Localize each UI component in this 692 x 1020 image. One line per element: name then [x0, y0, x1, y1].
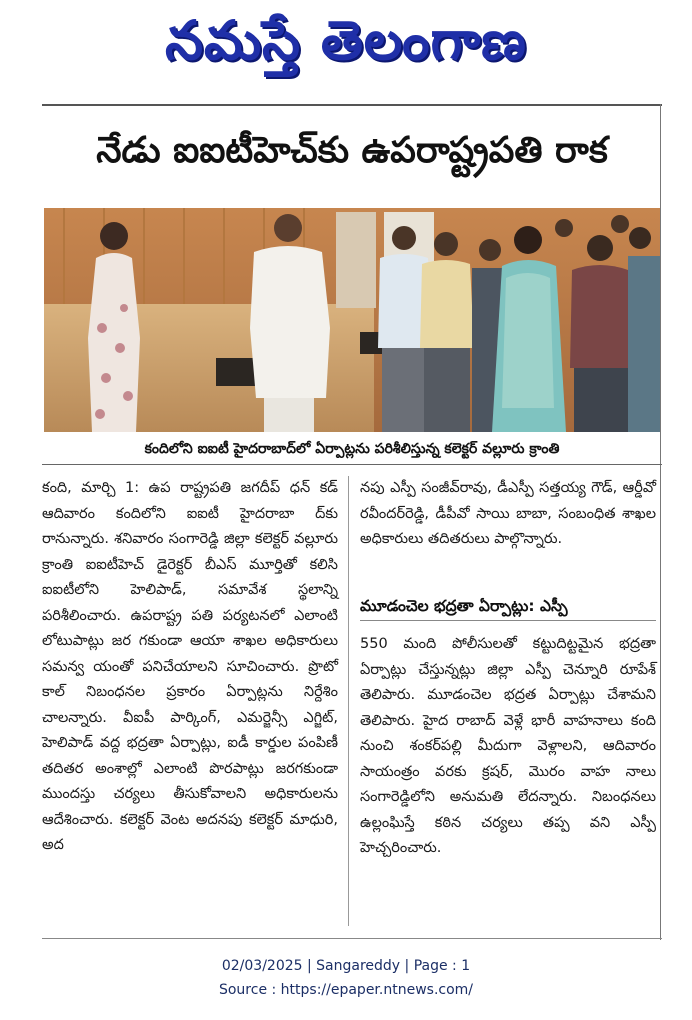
- top-rule: [42, 104, 662, 106]
- masthead: [0, 0, 692, 100]
- article-clipping: [42, 104, 662, 940]
- article-body-left-column: కంది, మార్చి 1: ఉప రాష్ట్రపతి జగదీప్ ధన్ కడ్ ఆదివారం కందిలోని ఐఐటీ హైదరాబా ద్‌కు రానున్నారు. శనివారం సంగారెడ్డి జిల్లా కలెక్టర్ వల్లూరు క్రాంతి ఐఐటీహెచ్ డైరెక్టర్ బీఎస్ మూర్తితో కలిసి ఐఐటీలోని హెలిపాడ్, సమావేశ స్థలాన్ని పరిశీలించారు. ఉపరాష్ట్ర పతి పర్యటనలో ఎలాంటి లోటుపాట్లు జర గకుండా ఆయా శాఖల అధికారులు సమన్వ యంతో పనిచేయాలని సూచించారు. ప్రొటో కాల్ నిబంధనల ప్రకారం ఏర్పాట్లను నిర్దేశిం చాలన్నారు. వీఐపీ పార్కింగ్, ఎమర్జెన్సీ ఎగ్జిట్, హెలిపాడ్ వద్ద భద్రతా ఏర్పాట్లు, ఐడీ కార్డుల పంపిణీ తదితర అంశాల్లో ఎలాంటి పొరపాట్లు జరగకుండా ముందస్తు చర్యలు తీసుకోవాలని అధికారులను ఆదేశించారు. కలెక్టర్ వెంట అదనపు కలెక్టర్ మాధురి, అద: [42, 480, 338, 853]
- footer-edition-info: 02/03/2025 | Sangareddy | Page : 1: [221, 958, 471, 974]
- photo-illustration: [44, 208, 660, 432]
- newspaper-logo: నమస్తే తెలంగాణ: [165, 9, 527, 72]
- photo-caption: కందిలోని ఐఐటీ హైదరాబాద్‌లో ఏర్పాట్లను పరిశీలిస్తున్న కలెక్టర్ వల్లూరు క్రాంతి: [144, 441, 560, 457]
- bottom-rule: [42, 938, 662, 939]
- article-subheading: మూడంచెల భద్రతా ఏర్పాట్లు: ఎస్పీ: [360, 597, 568, 615]
- article-headline: నేడు ఐఐటీహెచ్‌కు ఉపరాష్ట్రపతి రాక: [96, 130, 608, 171]
- article-body-right-column-top: నపు ఎస్పీ సంజీవ్‌రావు, డీఎస్పీ సత్తయ్య గౌడ్, ఆర్డీవో రవీందర్‌రెడ్డి, డీపీవో సాయి బాబా, సంబంధిత శాఖల అధికారులు తదితరులు పాల్గొన్నారు.: [360, 480, 656, 547]
- side-rule: [660, 104, 661, 940]
- subheading-rule: [360, 620, 656, 621]
- article-body-right-column-bottom: 550 మంది పోలీసులతో కట్టుదిట్టమైన భద్రతా ఏర్పాట్లు చేస్తున్నట్లు జిల్లా ఎస్పీ చెన్నూరి రూపేశ్ తెలిపారు. మూడంచెల భద్రత ఏర్పాట్లు చేశామని తెలిపారు. హైద రాబాద్ వెళ్లే భారీ వాహనాలు కంది నుంచి శంకర్‌పల్లి మీదుగా వెళ్లాలని, ఆదివారం సాయంత్రం వరకు క్రషర్, మొరం వాహ నాలు సంగారెడ్డిలోని అనుమతి లేదన్నారు. నిబంధనలు ఉల్లంఘిస్తే కఠిన చర్యలు తప్ప వని ఎస్పీ హెచ్చరించారు.: [360, 636, 656, 856]
- column-divider: [348, 476, 349, 926]
- article-photo: [44, 208, 660, 432]
- photo-caption-bar: [42, 434, 662, 464]
- caption-rule: [42, 464, 662, 465]
- footer-source-link[interactable]: Source : https://epaper.ntnews.com/: [218, 982, 474, 998]
